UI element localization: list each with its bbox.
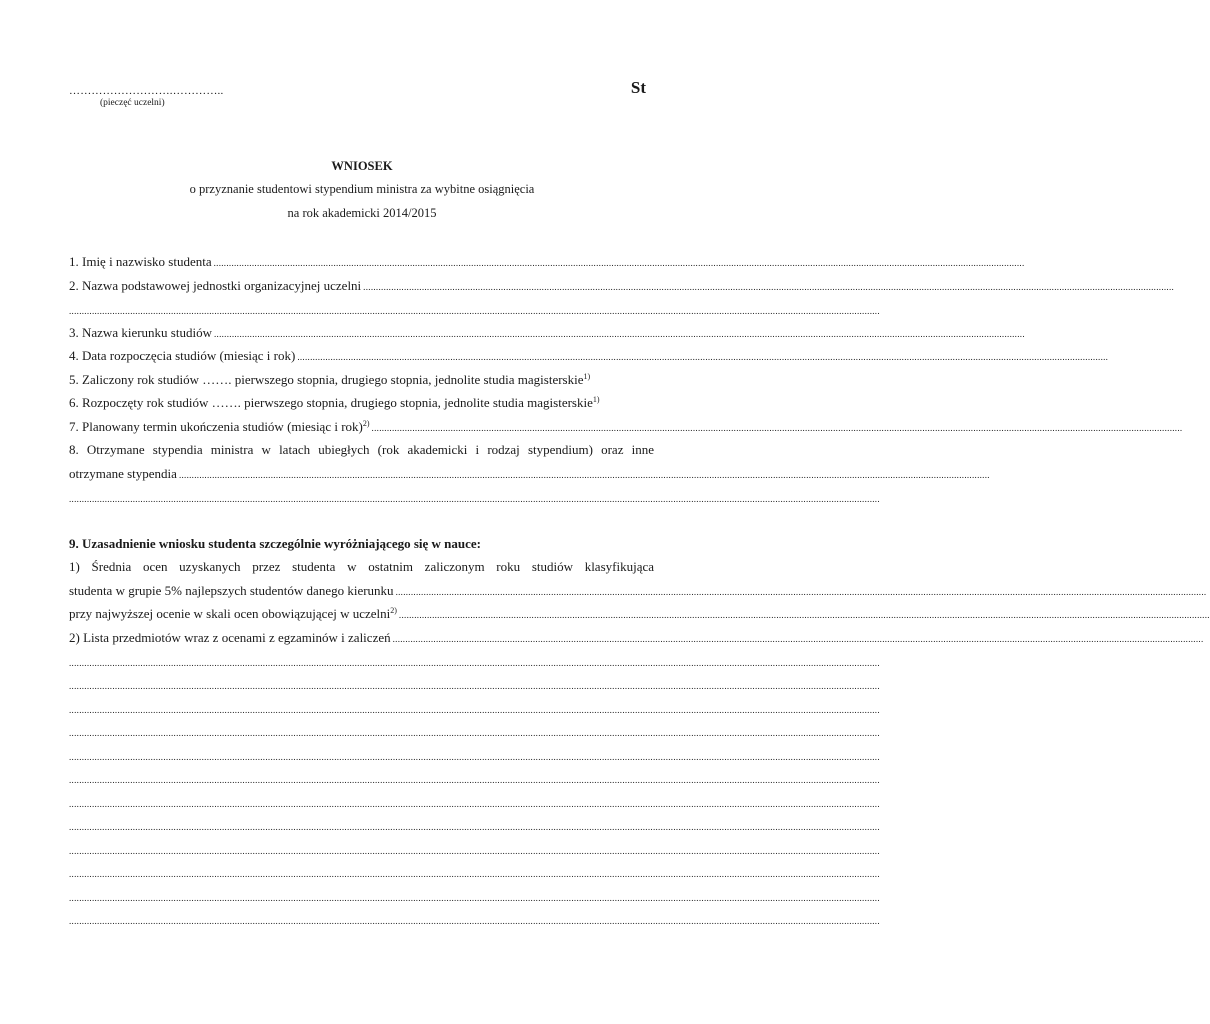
footnote-ref: 2) bbox=[362, 419, 370, 428]
field-unit-name[interactable] bbox=[69, 276, 1175, 296]
fill-dots-line[interactable]: .............................................................................................................................................................................................................................................................................................................................. bbox=[69, 869, 880, 879]
field-text: przy najwyższej ocenie w skali ocen obowiązującej w uczelni bbox=[69, 606, 391, 621]
justification-max-grade[interactable] bbox=[69, 604, 1210, 624]
field-label: 1. Imię i nazwisko studenta bbox=[69, 254, 212, 269]
fill-dots[interactable]: .............................................................................................................................................................................................................................................................................................................................. bbox=[395, 587, 1207, 597]
fill-dots-line[interactable]: .............................................................................................................................................................................................................................................................................................................................. bbox=[69, 846, 880, 856]
fill-dots-line[interactable]: .............................................................................................................................................................................................................................................................................................................................. bbox=[69, 893, 880, 903]
footnote-ref: 1) bbox=[583, 372, 591, 381]
field-label: otrzymane stypendia bbox=[69, 466, 177, 481]
fill-dots[interactable]: .............................................................................................................................................................................................................................................................................................................................. bbox=[213, 258, 1025, 268]
university-stamp-label: (pieczęć uczelni) bbox=[100, 98, 165, 108]
fill-dots-line[interactable]: .............................................................................................................................................................................................................................................................................................................................. bbox=[69, 752, 880, 762]
form-code: St bbox=[630, 78, 646, 97]
field-text: 5. Zaliczony rok studiów ……. pierwszego stopnia, drugiego stopnia, jednolite studia magisterskie bbox=[69, 372, 584, 387]
footnote-ref: 2) bbox=[390, 606, 397, 615]
justification-subject-list[interactable] bbox=[69, 628, 1204, 648]
field-label: 8. Otrzymane stypendia ministra w latach ubiegłych (rok akademicki i rodzaj stypendium) oraz inne bbox=[69, 442, 654, 457]
field-study-field[interactable] bbox=[69, 323, 1025, 343]
fill-dots-line[interactable]: .............................................................................................................................................................................................................................................................................................................................. bbox=[69, 916, 880, 926]
field-planned-end[interactable] bbox=[69, 417, 1183, 437]
fill-dots[interactable]: .............................................................................................................................................................................................................................................................................................................................. bbox=[178, 470, 990, 480]
fill-dots[interactable]: .............................................................................................................................................................................................................................................................................................................................. bbox=[371, 423, 1183, 433]
field-label bbox=[69, 604, 397, 624]
fill-dots-line[interactable]: .............................................................................................................................................................................................................................................................................................................................. bbox=[69, 705, 880, 715]
footnote-ref: 1) bbox=[592, 395, 600, 404]
fill-dots-line[interactable]: .............................................................................................................................................................................................................................................................................................................................. bbox=[69, 658, 880, 668]
field-label bbox=[69, 370, 590, 390]
fill-dots[interactable]: .............................................................................................................................................................................................................................................................................................................................. bbox=[392, 634, 1204, 644]
fill-dots-line[interactable]: .............................................................................................................................................................................................................................................................................................................................. bbox=[69, 775, 880, 785]
field-completed-year[interactable] bbox=[69, 370, 654, 390]
field-started-year[interactable] bbox=[69, 393, 654, 413]
fill-dots-line[interactable]: .............................................................................................................................................................................................................................................................................................................................. bbox=[69, 822, 880, 832]
field-text: 7. Planowany termin ukończenia studiów (miesiąc i rok) bbox=[69, 419, 363, 434]
field-text: 6. Rozpoczęty rok studiów ……. pierwszego stopnia, drugiego stopnia, jednolite studia magisterskie bbox=[69, 395, 593, 410]
field-label: 2) Lista przedmiotów wraz z ocenami z egzaminów i zaliczeń bbox=[69, 630, 391, 645]
field-label: 3. Nazwa kierunku studiów bbox=[69, 325, 212, 340]
section-9-heading bbox=[69, 534, 654, 554]
field-label bbox=[69, 417, 370, 437]
fill-dots[interactable]: .............................................................................................................................................................................................................................................................................................................................. bbox=[213, 329, 1025, 339]
field-label bbox=[69, 393, 600, 413]
form-title: WNIOSEK bbox=[331, 159, 393, 173]
field-label: 4. Data rozpoczęcia studiów (miesiąc i rok) bbox=[69, 348, 296, 363]
fill-dots-line[interactable]: .............................................................................................................................................................................................................................................................................................................................. bbox=[69, 728, 880, 738]
fill-dots-line[interactable]: .............................................................................................................................................................................................................................................................................................................................. bbox=[69, 681, 880, 691]
fill-dots-line[interactable]: .............................................................................................................................................................................................................................................................................................................................. bbox=[69, 494, 880, 504]
field-previous-scholarships bbox=[69, 440, 654, 460]
field-label: 2. Nazwa podstawowej jednostki organizacyjnej uczelni bbox=[69, 278, 362, 293]
field-previous-scholarships-cont[interactable] bbox=[69, 464, 990, 484]
university-stamp-field[interactable]: ……………………….………….. bbox=[69, 85, 224, 97]
justification-average bbox=[69, 557, 654, 577]
field-label: studenta w grupie 5% najlepszych studentów danego kierunku bbox=[69, 583, 394, 598]
fill-dots[interactable]: .............................................................................................................................................................................................................................................................................................................................. bbox=[363, 282, 1175, 292]
field-student-name[interactable] bbox=[69, 252, 1025, 272]
field-label: 1) Średnia ocen uzyskanych przez studenta w ostatnim zaliczonym roku studiów klasyfikująca bbox=[69, 559, 654, 574]
field-start-date[interactable] bbox=[69, 346, 1109, 366]
section-heading: 9. Uzasadnienie wniosku studenta szczególnie wyróżniającego się w nauce: bbox=[69, 536, 482, 551]
fill-dots[interactable]: .............................................................................................................................................................................................................................................................................................................................. bbox=[297, 352, 1109, 362]
fill-dots[interactable]: .............................................................................................................................................................................................................................................................................................................................. bbox=[398, 610, 1210, 620]
fill-dots-line[interactable]: .............................................................................................................................................................................................................................................................................................................................. bbox=[69, 306, 880, 316]
academic-year: na rok akademicki 2014/2015 bbox=[287, 206, 437, 220]
fill-dots-line[interactable]: .............................................................................................................................................................................................................................................................................................................................. bbox=[69, 799, 880, 809]
justification-average-cont[interactable] bbox=[69, 581, 1207, 601]
form-subtitle: o przyznanie studentowi stypendium ministra za wybitne osiągnięcia bbox=[189, 182, 535, 196]
